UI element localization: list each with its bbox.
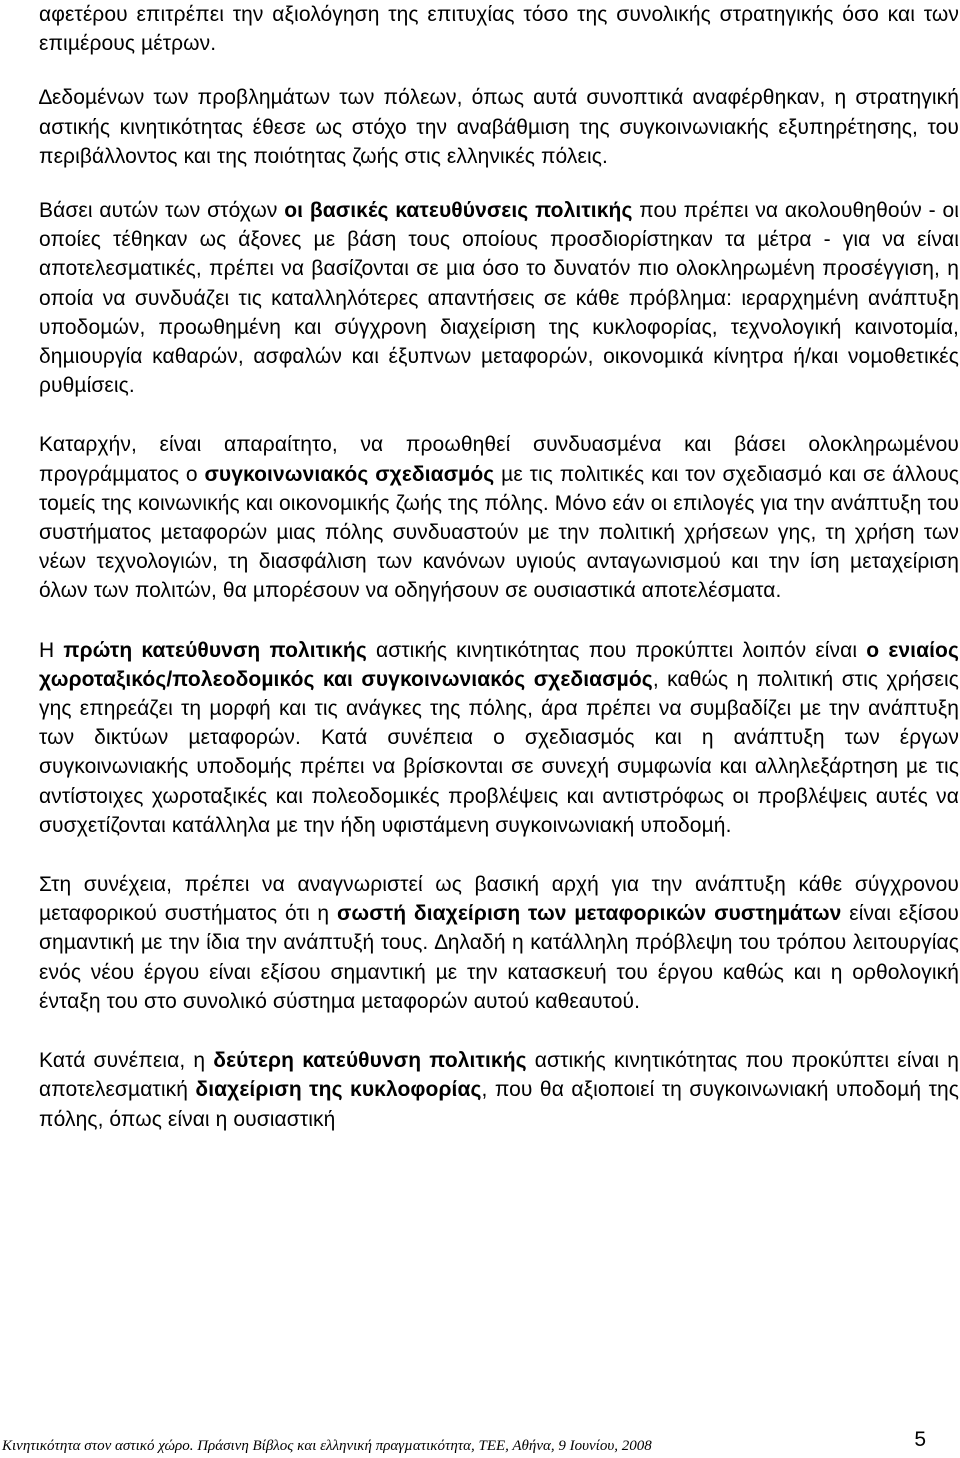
body-text: αφετέρου επιτρέπει την αξιολόγηση της επιτυχίας τόσο της συνολικής στρατηγικής όσο και των επιµέρους µέτρων. bbox=[39, 3, 959, 56]
body-text: Καταρχήν, είναι απαραίτητο, να προωθηθεί συνδυασµένα και βάσει ολοκληρωµένου προγράµµατος ο bbox=[39, 433, 959, 486]
paragraph-1 bbox=[39, 0, 959, 58]
paragraph-3 bbox=[39, 196, 959, 400]
body-text: µε τις πολιτικές και τον σχεδιασµό και σε άλλους τοµείς της κοινωνικής και οικονοµικής ζωής της πόλης. Μόνο εάν οι επιλογές για την ανάπτυξη του συστήµατος µεταφορών µιας πόλης συνδυαστούν µε την πολιτική χρήσεων γης, τη χρήση των νέων τεχνολογιών, τη διασφάλιση των κανόνων υγιούς ανταγωνισµού και την ίση µεταχείριση όλων των πολιτών, θα µπορέσουν να οδηγήσουν σε ουσιαστικά αποτελέσµατα. bbox=[39, 462, 959, 603]
paragraph-6 bbox=[39, 870, 959, 1016]
emphasis-text: συγκοινωνιακός σχεδιασµός bbox=[204, 462, 495, 486]
body-text: , που θα αξιοποιεί τη συγκοινωνιακή υποδοµή της πόλης, όπως είναι η ουσιαστική bbox=[39, 1078, 959, 1131]
paragraph-4 bbox=[39, 430, 959, 605]
emphasis-text: ο ενιαίος χωροταξικός/πολεοδοµικός και συγκοινωνιακός σχεδιασµός bbox=[39, 638, 959, 691]
body-text: ∆εδοµένων των προβληµάτων των πόλεων, όπως αυτά συνοπτικά αναφέρθηκαν, η στρατηγική αστικής κινητικότητας έθεσε ως στόχο την αναβάθµιση της συγκοινωνιακής εξυπηρέτησης, του περιβάλλοντος και της ποιότητας ζωής στις ελληνικές πόλεις. bbox=[39, 86, 959, 168]
footer-citation: Κινητικότητα στον αστικό χώρο. Πράσινη Βίβλος και ελληνική πραγµατικότητα, ΤΕΕ, Αθήνα, 9 Ιουνίου, 2008 bbox=[2, 1438, 652, 1454]
body-text: είναι εξίσου σηµαντική µε την ίδια την ανάπτυξή τους. ∆ηλαδή η κατάλληλη πρόβλεψη του τρόπου λειτουργίας ενός νέου έργου είναι εξίσου σηµαντική µε την κατασκευή του έργου καθώς και η ορθολογική ένταξη του στο συνολικό σύστηµα µεταφορών αυτού καθεαυτού. bbox=[39, 902, 959, 1013]
paragraph-2 bbox=[39, 83, 959, 171]
body-text: , καθώς η πολιτική στις χρήσεις γης επηρεάζει τη µορφή και τις ανάγκες της πόλης, άρα πρέπει να συµβαδίζει µε την ανάπτυξη των δικτύων µεταφορών. Κατά συνέπεια ο σχεδιασµός και η ανάπτυξη των έργων συγκοινωνιακής υποδοµής πρέπει να βρίσκονται σε συνεχή συµφωνία και αλληλεξάρτηση µε τις αντίστοιχες χωροταξικές και πολεοδοµικές προβλέψεις και αντιστρόφως οι προβλέψεις αυτές να συσχετίζονται κατάλληλα µε την ήδη υφιστάµενη συγκοινωνιακή υποδοµή. bbox=[39, 667, 959, 837]
body-text: Κατά συνέπεια, η bbox=[39, 1049, 214, 1073]
emphasis-text: οι βασικές κατευθύνσεις πολιτικής bbox=[284, 199, 633, 223]
body-text: αστικής κινητικότητας που προκύπτει είναι η αποτελεσµατική bbox=[39, 1049, 959, 1102]
body-text: Η bbox=[39, 638, 64, 662]
body-text: αστικής κινητικότητας που προκύπτει λοιπόν είναι bbox=[366, 638, 867, 662]
body-text: Στη συνέχεια, πρέπει να αναγνωριστεί ως βασική αρχή για την ανάπτυξη κάθε σύγχρονου µεταφορικού συστήµατος ότι η bbox=[39, 873, 959, 926]
document-body bbox=[39, 0, 959, 1134]
paragraph-7 bbox=[39, 1046, 959, 1134]
paragraph-5 bbox=[39, 636, 959, 840]
emphasis-text: πρώτη κατεύθυνση πολιτικής bbox=[63, 638, 367, 662]
emphasis-text: διαχείριση της κυκλοφορίας bbox=[195, 1078, 482, 1102]
body-text: Βάσει αυτών των στόχων bbox=[39, 199, 285, 223]
page-footer bbox=[2, 1428, 958, 1458]
page-number: 5 bbox=[914, 1428, 926, 1451]
emphasis-text: δεύτερη κατεύθυνση πολιτικής bbox=[213, 1049, 527, 1073]
emphasis-text: σωστή διαχείριση των µεταφορικών συστηµάτων bbox=[336, 902, 842, 926]
body-text: που πρέπει να ακολουθηθούν - οι οποίες τέθηκαν ως άξονες µε βάση τους οποίους προσδιορίστηκαν τα µέτρα - για να είναι αποτελεσµατικές, πρέπει να βασίζονται σε µια όσο το δυνατόν πιο ολοκληρωµένη προσέγγιση, η οποία να συνδυάζει τις καταλληλότερες απαντήσεις σε κάθε πρόβληµα: ιεραρχηµένη ανάπτυξη υποδοµών, προωθηµένη και σύγχρονη διαχείριση της κυκλοφορίας, τεχνολογική καινοτοµία, δηµιουργία καθαρών, ασφαλών και έξυπνων µεταφορών, οικονοµικά κίνητρα ή/και νοµοθετικές ρυθµίσεις. bbox=[39, 199, 959, 398]
